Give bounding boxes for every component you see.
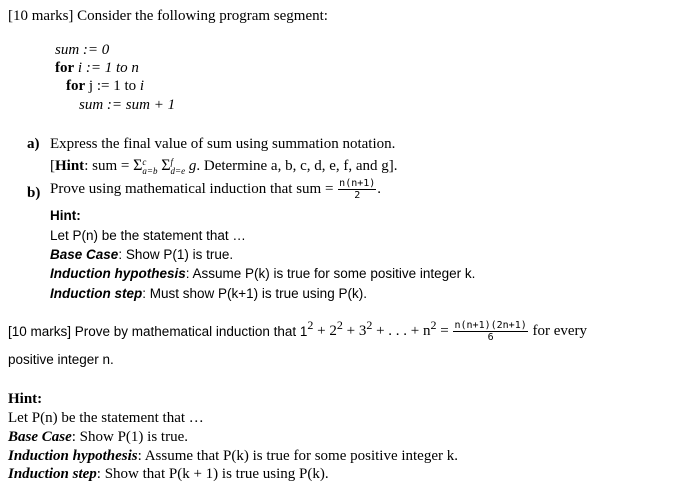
for-keyword: for xyxy=(55,60,75,76)
fraction-denominator: 6 xyxy=(487,332,494,344)
period: . xyxy=(377,181,382,197)
exp: 2 xyxy=(336,318,343,332)
code-var: n xyxy=(131,60,139,76)
fraction-denominator: 2 xyxy=(354,190,361,201)
sum2-limits xyxy=(171,158,186,176)
sum1-top: c xyxy=(142,156,147,167)
code-var: i xyxy=(139,78,145,94)
hint-word: Hint xyxy=(55,158,85,174)
q2-hint-line1: Let P(n) be the statement that … xyxy=(8,410,204,426)
is-label: Induction step xyxy=(50,286,143,301)
part-b-statement: Prove using mathematical induction that sum = xyxy=(50,181,338,197)
ih-label: Induction hypothesis xyxy=(50,266,186,281)
q1-hint-title: Hint: xyxy=(50,208,81,223)
q2-plus-2: + 2 xyxy=(313,323,337,340)
code-line-4: sum := sum + 1 xyxy=(79,97,176,113)
q2-hint-title: Hint: xyxy=(8,391,43,407)
sum2-top: f xyxy=(170,156,174,167)
q2-plus-n: + . . . + n xyxy=(372,323,431,340)
fraction-sum-squares xyxy=(453,320,527,343)
is-text: : Show that P(k + 1) is true using P(k). xyxy=(96,466,329,482)
q2-line2: positive integer n. xyxy=(8,352,114,367)
base-case-text: : Show P(1) is true. xyxy=(71,429,188,445)
sigma-symbol: Σ xyxy=(161,157,171,174)
q2-base-case xyxy=(8,429,188,446)
q2-equals: = xyxy=(436,323,453,340)
is-text: : Must show P(k+1) is true using P(k). xyxy=(142,286,367,301)
exp: 2 xyxy=(307,318,314,332)
code-line-2 xyxy=(55,60,139,77)
code-line-3 xyxy=(66,78,144,95)
hint-tail: . Determine a, b, c, d, e, f, and g]. xyxy=(196,158,398,174)
fraction-n-n1-over-2 xyxy=(338,178,376,201)
summand-g: g xyxy=(188,158,197,174)
exp: 2 xyxy=(366,318,373,332)
ih-text: : Assume P(k) is true for some positive integer k. xyxy=(185,266,476,281)
is-label: Induction step xyxy=(8,466,97,482)
hint-mid: : sum = xyxy=(84,158,134,174)
ih-label: Induction hypothesis xyxy=(8,448,138,464)
base-case-text: : Show P(1) is true. xyxy=(118,247,234,262)
q2-text: [10 marks] Prove by mathematical induction that 1 xyxy=(8,324,308,340)
part-b-label: b) xyxy=(27,185,41,201)
sigma-symbol: Σ xyxy=(133,157,143,174)
q2-tail: for every xyxy=(528,323,588,340)
code-line-1: sum := 0 xyxy=(55,42,110,58)
q2-induction-hypothesis xyxy=(8,448,458,465)
hint-bracket: [ xyxy=(50,158,55,174)
q2-induction-step xyxy=(8,466,329,483)
q2-plus-3: + 3 xyxy=(342,323,367,340)
part-a-text: Express the final value of sum using summation notation. xyxy=(50,136,396,152)
q2-statement xyxy=(8,318,587,343)
base-case-label: Base Case xyxy=(50,247,119,262)
q1-header: [10 marks] Consider the following program segment: xyxy=(8,8,328,24)
sum1-limits xyxy=(142,158,157,176)
q1-base-case xyxy=(50,247,233,262)
sum2-bottom: d=e xyxy=(170,165,186,176)
q1-induction-step xyxy=(50,286,367,301)
fraction-numerator: n(n+1)(2n+1) xyxy=(454,320,527,332)
part-b-text xyxy=(50,178,381,201)
sum1-bottom: a=b xyxy=(142,165,158,176)
exp: 2 xyxy=(430,318,437,332)
part-a-label: a) xyxy=(27,136,40,152)
ih-text: : Assume that P(k) is true for some positive integer k. xyxy=(137,448,458,464)
base-case-label: Base Case xyxy=(8,429,72,445)
q1-hint-line1: Let P(n) be the statement that … xyxy=(50,228,246,243)
q1-induction-hypothesis xyxy=(50,266,475,281)
code-text: i := 1 to xyxy=(74,60,132,76)
for-keyword: for xyxy=(66,78,86,94)
fraction-numerator: n(n+1) xyxy=(339,178,376,189)
code-text: j := 1 to xyxy=(85,78,140,94)
part-a-hint xyxy=(50,157,398,176)
